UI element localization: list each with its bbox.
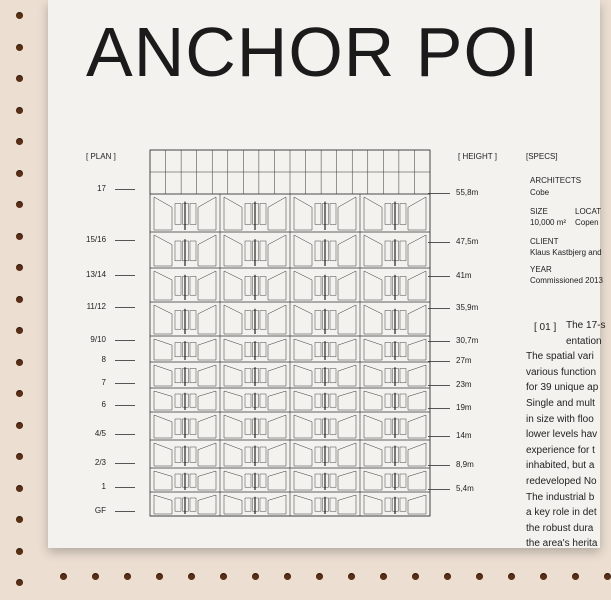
client-label: CLIENT <box>530 237 559 246</box>
window <box>330 474 336 487</box>
body-text-line: entation <box>566 335 602 347</box>
body-text-line: experience for t <box>526 444 595 456</box>
section-index: [ 01 ] <box>534 322 557 333</box>
pegboard-hole <box>16 12 23 19</box>
window <box>315 369 321 383</box>
plan-level-label: 15/16 <box>86 235 107 244</box>
pegboard-hole <box>60 573 67 580</box>
plan-level-label: 9/10 <box>90 335 106 344</box>
bay-panel <box>294 197 312 230</box>
window <box>330 343 336 357</box>
window <box>400 394 406 407</box>
plan-level-label: 8 <box>101 355 106 364</box>
plan-level-tick <box>115 240 135 241</box>
body-text-line: Single and mult <box>526 398 595 409</box>
bay-panel <box>224 471 242 490</box>
bay-panel <box>268 391 286 410</box>
window <box>385 277 391 296</box>
height-value: 30,7m <box>456 336 479 345</box>
window <box>385 498 391 511</box>
bay-panel <box>408 391 426 410</box>
pegboard-hole <box>188 573 195 580</box>
window <box>190 369 196 383</box>
window <box>260 498 266 511</box>
architects-value: Cobe <box>530 188 550 197</box>
window <box>175 343 181 357</box>
pegboard-hole <box>16 75 23 82</box>
bay-panel <box>224 443 242 466</box>
bay-panel <box>408 271 426 300</box>
body-text-line: inhabited, but a <box>526 460 595 472</box>
plan-level-tick <box>115 383 135 384</box>
pegboard-hole <box>16 170 23 177</box>
bay-panel <box>408 305 426 334</box>
bay-panel <box>364 495 382 514</box>
body-text-line: redeveloped No <box>526 476 597 487</box>
bay-panel <box>154 271 172 300</box>
window <box>315 343 321 357</box>
poster-title: ANCHOR POI <box>86 13 540 91</box>
pegboard-hole <box>16 296 23 303</box>
window <box>190 241 196 261</box>
bay-panel <box>268 495 286 514</box>
bay-panel <box>198 271 216 300</box>
window <box>385 204 391 225</box>
body-text-line: for 39 unique ap <box>526 382 599 394</box>
bay-panel <box>224 391 242 410</box>
pegboard-hole <box>412 573 419 580</box>
height-value: 35,9m <box>456 303 479 312</box>
bay-panel <box>268 471 286 490</box>
bay-panel <box>294 391 312 410</box>
pegboard-hole <box>476 573 483 580</box>
bay-panel <box>364 235 382 266</box>
bay-panel <box>154 391 172 410</box>
window <box>385 447 391 462</box>
bay-panel <box>154 415 172 438</box>
pegboard-hole <box>316 573 323 580</box>
bay-panel <box>268 271 286 300</box>
bay-panel <box>408 443 426 466</box>
window <box>190 474 196 487</box>
pegboard-hole <box>16 359 23 366</box>
bay-panel <box>338 235 356 266</box>
window <box>190 394 196 407</box>
plan-level-label: 17 <box>97 184 106 193</box>
plan-level-label: GF <box>94 506 106 515</box>
window <box>245 277 251 296</box>
window <box>260 204 266 225</box>
window <box>245 394 251 407</box>
plan-level-label: 11/12 <box>86 302 106 311</box>
pegboard-hole <box>604 573 611 580</box>
bay-panel <box>364 197 382 230</box>
bay-panel <box>268 415 286 438</box>
window <box>400 204 406 225</box>
pegboard-hole <box>348 573 355 580</box>
plan-level-tick <box>115 463 135 464</box>
window <box>315 447 321 462</box>
pegboard-hole <box>16 44 23 51</box>
plan-level-tick <box>115 307 135 308</box>
bay-panel <box>198 391 216 410</box>
window <box>315 277 321 296</box>
pegboard-hole <box>16 485 23 492</box>
window <box>400 447 406 462</box>
window <box>245 498 251 511</box>
pegboard-hole <box>508 573 515 580</box>
window <box>175 447 181 462</box>
pegboard-hole <box>16 107 23 114</box>
height-value: 5,4m <box>456 484 474 493</box>
body-text-line: a key role in det <box>526 507 597 519</box>
plan-level-tick <box>115 405 135 406</box>
window <box>245 474 251 487</box>
bay-panel <box>294 471 312 490</box>
pegboard-hole <box>16 327 23 334</box>
window <box>330 241 336 261</box>
height-value: 23m <box>456 380 472 389</box>
window <box>260 419 266 434</box>
bay-panel <box>338 339 356 360</box>
pegboard-hole <box>444 573 451 580</box>
window <box>385 311 391 330</box>
size-value: 10,000 m² <box>530 218 567 227</box>
bay-panel <box>154 443 172 466</box>
pegboard-hole <box>16 233 23 240</box>
bay-panel <box>364 339 382 360</box>
window <box>330 277 336 296</box>
bay-panel <box>224 365 242 386</box>
window <box>190 419 196 434</box>
window <box>385 241 391 261</box>
window <box>400 498 406 511</box>
bay-panel <box>268 443 286 466</box>
window <box>190 277 196 296</box>
plan-level-label: 7 <box>101 378 106 387</box>
window <box>330 419 336 434</box>
window <box>260 474 266 487</box>
window <box>260 343 266 357</box>
window <box>315 498 321 511</box>
bay-panel <box>154 305 172 334</box>
window <box>330 369 336 383</box>
body-text-line: in size with floo <box>526 413 594 425</box>
bay-panel <box>154 197 172 230</box>
window <box>175 474 181 487</box>
body-text-line: the robust dura <box>526 522 594 534</box>
pegboard-hole <box>16 138 23 145</box>
window <box>245 241 251 261</box>
height-value: 14m <box>456 431 472 440</box>
plan-level-label: 13/14 <box>86 270 107 279</box>
bay-panel <box>198 305 216 334</box>
window <box>175 311 181 330</box>
window <box>190 498 196 511</box>
plan-level-label: 1 <box>101 482 106 491</box>
pegboard-hole <box>16 264 23 271</box>
bay-panel <box>198 235 216 266</box>
plan-level-tick <box>115 511 135 512</box>
bay-panel <box>408 235 426 266</box>
pegboard-hole <box>124 573 131 580</box>
plan-level-tick <box>115 189 135 190</box>
window <box>385 419 391 434</box>
window <box>330 447 336 462</box>
bay-panel <box>224 415 242 438</box>
bay-panel <box>268 365 286 386</box>
bay-panel <box>294 443 312 466</box>
bay-panel <box>224 271 242 300</box>
pegboard-hole <box>16 453 23 460</box>
window <box>260 447 266 462</box>
pegboard-hole <box>16 422 23 429</box>
window <box>330 311 336 330</box>
window <box>245 419 251 434</box>
pegboard-hole <box>16 548 23 555</box>
window <box>400 311 406 330</box>
plan-header: [ PLAN ] <box>86 152 116 161</box>
window <box>245 369 251 383</box>
window <box>330 394 336 407</box>
bay-panel <box>294 235 312 266</box>
bay-panel <box>294 365 312 386</box>
window <box>260 241 266 261</box>
body-text-line: the area's herita <box>526 538 598 550</box>
window <box>315 419 321 434</box>
window <box>245 343 251 357</box>
architects-label: ARCHITECTS <box>530 176 582 185</box>
bay-panel <box>338 365 356 386</box>
window <box>315 204 321 225</box>
window <box>245 204 251 225</box>
bay-panel <box>364 271 382 300</box>
location-label: LOCAT <box>575 207 602 216</box>
body-text-line: lower levels hav <box>526 429 598 441</box>
height-value: 19m <box>456 403 472 412</box>
bay-panel <box>338 471 356 490</box>
bay-panel <box>198 443 216 466</box>
height-header: [ HEIGHT ] <box>458 152 497 161</box>
window <box>315 474 321 487</box>
plan-level-tick <box>115 275 135 276</box>
bay-panel <box>294 339 312 360</box>
pegboard-hole <box>252 573 259 580</box>
specs-header: [SPECS] <box>526 152 558 161</box>
bay-panel <box>294 305 312 334</box>
pegboard-hole <box>16 516 23 523</box>
window <box>190 343 196 357</box>
plan-level-tick <box>115 340 135 341</box>
bay-panel <box>294 415 312 438</box>
window <box>245 447 251 462</box>
window <box>175 419 181 434</box>
location-value: Copen <box>575 218 599 227</box>
bay-panel <box>338 415 356 438</box>
bay-panel <box>408 415 426 438</box>
bay-panel <box>364 391 382 410</box>
height-value: 27m <box>456 356 472 365</box>
window <box>385 369 391 383</box>
bay-panel <box>338 391 356 410</box>
bay-panel <box>224 305 242 334</box>
window <box>385 343 391 357</box>
height-value: 41m <box>456 271 472 280</box>
bay-panel <box>198 415 216 438</box>
window <box>315 311 321 330</box>
bay-panel <box>154 471 172 490</box>
plan-level-tick <box>115 360 135 361</box>
bay-panel <box>268 235 286 266</box>
facade-elevation-drawing <box>148 150 468 518</box>
bay-panel <box>198 339 216 360</box>
bay-panel <box>364 305 382 334</box>
pegboard-hole <box>284 573 291 580</box>
year-value: Commissioned 2013 <box>530 276 603 285</box>
plan-level-tick <box>115 434 135 435</box>
bay-panel <box>198 495 216 514</box>
height-value: 55,8m <box>456 188 479 197</box>
plan-level-label: 2/3 <box>94 458 106 467</box>
pegboard-hole <box>156 573 163 580</box>
bay-panel <box>408 471 426 490</box>
window <box>175 204 181 225</box>
window <box>245 311 251 330</box>
bay-panel <box>408 495 426 514</box>
window <box>260 311 266 330</box>
bay-panel <box>268 197 286 230</box>
bay-panel <box>338 271 356 300</box>
window <box>175 498 181 511</box>
height-value: 47,5m <box>456 237 479 246</box>
window <box>400 369 406 383</box>
window <box>315 394 321 407</box>
window <box>190 204 196 225</box>
bay-panel <box>198 471 216 490</box>
year-label: YEAR <box>530 265 552 274</box>
height-value: 8,9m <box>456 460 474 469</box>
window <box>400 474 406 487</box>
window <box>385 474 391 487</box>
plan-level-tick <box>115 487 135 488</box>
plan-level-label: 6 <box>101 400 106 409</box>
client-value: Klaus Kastbjerg and <box>530 248 602 257</box>
window <box>175 394 181 407</box>
bay-panel <box>224 495 242 514</box>
bay-panel <box>154 365 172 386</box>
poster-sheet <box>48 0 606 550</box>
bay-panel <box>224 235 242 266</box>
window <box>260 369 266 383</box>
window <box>330 204 336 225</box>
body-text-line: various function <box>526 366 597 378</box>
bay-panel <box>294 495 312 514</box>
window <box>190 447 196 462</box>
pegboard-hole <box>16 579 23 586</box>
bay-panel <box>268 305 286 334</box>
body-text-line: The spatial vari <box>526 351 594 363</box>
window <box>260 394 266 407</box>
bay-panel <box>364 415 382 438</box>
bay-panel <box>154 339 172 360</box>
bay-panel <box>224 339 242 360</box>
bay-panel <box>364 365 382 386</box>
body-text-line: The 17-s <box>566 320 606 331</box>
window <box>175 369 181 383</box>
window <box>175 277 181 296</box>
bay-panel <box>154 235 172 266</box>
bay-panel <box>294 271 312 300</box>
pegboard-hole <box>380 573 387 580</box>
bay-panel <box>268 339 286 360</box>
bay-panel <box>338 305 356 334</box>
plan-level-label: 4/5 <box>94 429 106 438</box>
bay-panel <box>198 365 216 386</box>
window <box>400 241 406 261</box>
pegboard-hole <box>16 390 23 397</box>
bay-panel <box>338 197 356 230</box>
pegboard-hole <box>540 573 547 580</box>
pegboard-hole <box>92 573 99 580</box>
window <box>260 277 266 296</box>
window <box>190 311 196 330</box>
window <box>400 343 406 357</box>
pegboard-hole <box>572 573 579 580</box>
bay-panel <box>198 197 216 230</box>
bay-panel <box>224 197 242 230</box>
bay-panel <box>154 495 172 514</box>
bay-panel <box>338 443 356 466</box>
bay-panel <box>364 443 382 466</box>
body-text-line: The industrial b <box>526 491 595 503</box>
pegboard-hole <box>220 573 227 580</box>
window <box>400 419 406 434</box>
window <box>175 241 181 261</box>
size-label: SIZE <box>530 207 548 216</box>
bay-panel <box>408 365 426 386</box>
window <box>315 241 321 261</box>
bay-panel <box>364 471 382 490</box>
pegboard-hole <box>16 201 23 208</box>
bay-panel <box>408 197 426 230</box>
window <box>330 498 336 511</box>
window <box>400 277 406 296</box>
bay-panel <box>338 495 356 514</box>
bay-panel <box>408 339 426 360</box>
window <box>385 394 391 407</box>
